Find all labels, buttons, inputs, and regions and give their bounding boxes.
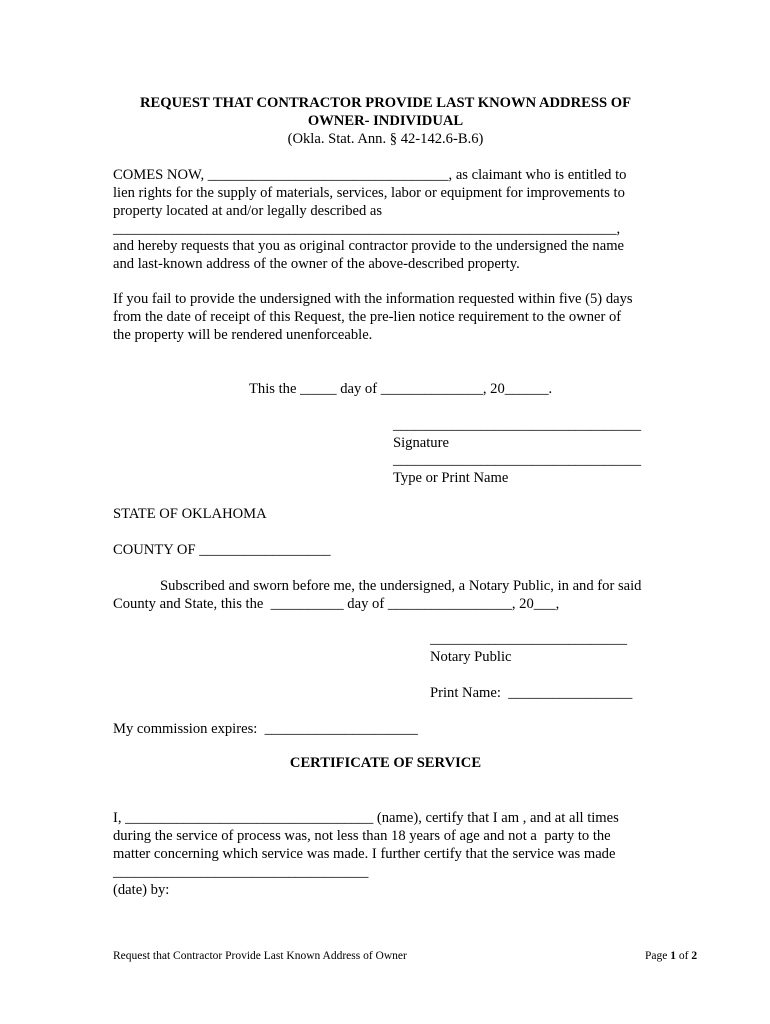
signature-line: __________________________________	[393, 417, 642, 433]
document-title-line1: REQUEST THAT CONTRACTOR PROVIDE LAST KNOWN ADDRESS OF	[139, 95, 632, 111]
footer-page-word: Page	[645, 950, 668, 962]
print-name-label: Type or Print Name	[393, 470, 509, 486]
notary-print-name: Print Name: _________________	[430, 685, 633, 701]
notary-signature-line: ___________________________	[430, 631, 628, 647]
statute-citation: (Okla. Stat. Ann. § 42-142.6-B.6)	[287, 131, 484, 147]
service-date-blank: ___________________________________	[113, 864, 369, 880]
fail-notice-line3: the property will be rendered unenforceable.	[113, 327, 373, 343]
notary-public-label: Notary Public	[430, 649, 512, 665]
print-name-line: __________________________________	[393, 452, 642, 468]
footer-page-current: 1	[670, 950, 676, 962]
request-line2: and last-known address of the owner of the above-described property.	[113, 256, 520, 272]
certificate-line3: matter concerning which service was made. I further certify that the service was made	[113, 846, 616, 862]
signature-label: Signature	[393, 435, 449, 451]
comes-now-line3: property located at and/or legally described as	[113, 203, 383, 219]
footer-page-total: 2	[691, 950, 698, 962]
certificate-line1: I, __________________________________ (name), certify that I am , and at all times	[113, 810, 619, 826]
footer-page-number	[645, 949, 697, 963]
county-line: COUNTY OF __________________	[113, 542, 331, 558]
certificate-line2: during the service of process was, not less than 18 years of age and not a party to the	[113, 828, 611, 844]
request-line1: and hereby requests that you as original contractor provide to the undersigned the name	[113, 238, 625, 254]
footer-document-title: Request that Contractor Provide Last Known Address of Owner	[113, 950, 407, 962]
certificate-heading: CERTIFICATE OF SERVICE	[289, 755, 482, 771]
footer-of-word: of	[678, 950, 689, 962]
date-of-request-line: This the _____ day of ______________, 20______.	[249, 381, 553, 397]
fail-notice-line1: If you fail to provide the undersigned with the information requested within five (5) days	[113, 291, 633, 307]
state-heading: STATE OF OKLAHOMA	[113, 506, 267, 522]
service-date-by: (date) by:	[113, 882, 170, 898]
sworn-statement-line1: Subscribed and sworn before me, the undersigned, a Notary Public, in and for said	[160, 578, 642, 594]
sworn-statement-line2: County and State, this the __________ day of _________________, 20___,	[113, 596, 560, 612]
fail-notice-line2: from the date of receipt of this Request, the pre-lien notice requirement to the owner of	[113, 309, 622, 325]
comes-now-line2: lien rights for the supply of materials, services, labor or equipment for improvements to	[113, 185, 625, 201]
property-address-blank: _____________________________________________________________________,	[113, 221, 621, 237]
commission-expires-line: My commission expires: _____________________	[113, 721, 418, 737]
comes-now-line1: COMES NOW, _________________________________, as claimant who is entitled to	[113, 167, 627, 183]
document-title-line2: OWNER- INDIVIDUAL	[307, 113, 464, 129]
